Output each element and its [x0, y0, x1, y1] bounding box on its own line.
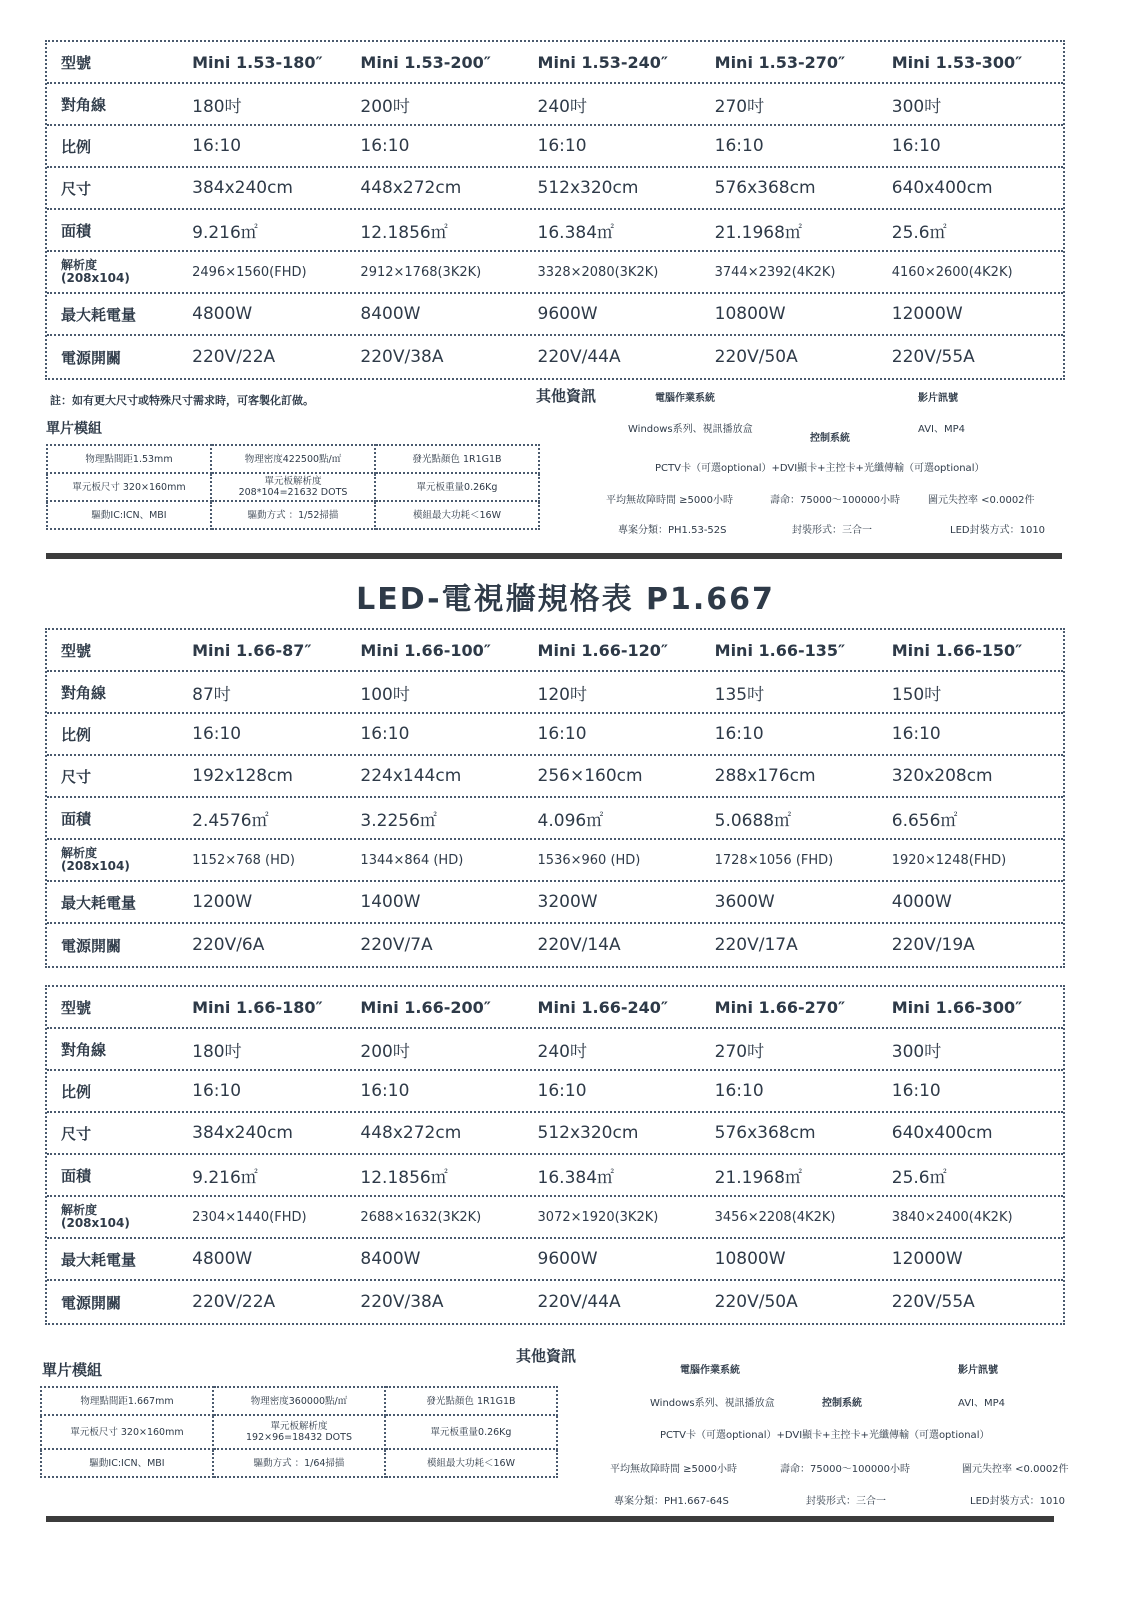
spec-cell: 2304×1440(FHD) [192, 1209, 307, 1225]
spec-cell: 16:10 [714, 724, 764, 744]
spec-row [47, 168, 1063, 210]
category-value: 專案分類：PH1.667-64S [614, 1496, 729, 1507]
spec-row-label: 型號 [61, 998, 92, 1017]
custom-size-note: 註：如有更大尺寸或特殊尺寸需求時，可客製化訂做。 [50, 394, 314, 407]
os-label: 電腦作業系統 [680, 1365, 740, 1376]
spec-cell: 21.1968㎡ [714, 1167, 802, 1188]
spec-row [47, 672, 1063, 714]
spec-cell: 200吋 [360, 96, 410, 117]
unit-board-resolution: 單元板解析度 208*104=21632 DOTS [211, 473, 375, 501]
module-spec-table [46, 444, 540, 530]
spec-cell: 4800W [192, 1249, 253, 1269]
spec-row [47, 210, 1063, 252]
spec-cell: 3200W [537, 892, 598, 912]
spec-row [47, 1071, 1063, 1113]
spec-table-p153 [45, 40, 1065, 380]
spec-table-p1667-small [45, 628, 1065, 968]
spec-cell: 640x400cm [891, 178, 993, 198]
spec-cell: Mini 1.66-200″ [360, 997, 491, 1017]
spec-row-label: 比例 [61, 725, 92, 744]
spec-cell: 4000W [891, 892, 952, 912]
spec-row [47, 756, 1063, 798]
spec-row-label: 尺寸 [61, 179, 92, 198]
spec-cell: 192x128cm [192, 766, 293, 786]
divider-bar [46, 1516, 1054, 1522]
spec-cell: 256×160cm [537, 766, 643, 786]
spec-cell: 240吋 [537, 1041, 587, 1062]
pixel-density: 物理密度422500點/㎡ [211, 445, 375, 473]
spec-cell: 16:10 [714, 136, 764, 156]
life-value: 壽命：75000～100000小時 [780, 1464, 910, 1475]
spec-cell: 8400W [360, 304, 421, 324]
spec-cell: 3072×1920(3K2K) [537, 1209, 659, 1225]
spec-cell: Mini 1.53-240″ [537, 52, 669, 72]
spec-row [47, 252, 1063, 294]
spec-cell: Mini 1.66-300″ [891, 997, 1023, 1017]
spec-cell: 21.1968㎡ [714, 222, 802, 243]
spec-row-label: 對角線 [61, 683, 107, 702]
package-value: 封裝形式：三合一 [792, 525, 872, 536]
spec-row [47, 1281, 1063, 1323]
spec-cell: 270吋 [714, 1041, 765, 1062]
led-color: 發光點顏色 1R1G1B [375, 445, 539, 473]
spec-cell: 16:10 [714, 1081, 764, 1101]
spec-cell: 16:10 [192, 724, 242, 744]
video-signal-label: 影片訊號 [958, 1365, 998, 1376]
spec-cell: 288x176cm [714, 766, 816, 786]
led-package-value: LED封裝方式：1010 [950, 525, 1046, 536]
spec-row-label: 尺寸 [61, 1124, 92, 1143]
spec-cell: 220V/22A [192, 347, 276, 367]
page-title: LED-電視牆規格表 P1.667 [356, 582, 775, 617]
spec-cell: 16:10 [192, 1081, 242, 1101]
spec-cell: 4800W [192, 304, 253, 324]
package-value: 封裝形式：三合一 [806, 1496, 886, 1507]
spec-row [47, 798, 1063, 840]
spec-cell: 448x272cm [360, 178, 462, 198]
spec-cell: 220V/55A [891, 347, 975, 367]
spec-cell: 16:10 [891, 136, 941, 156]
module-max-power: 模組最大功耗＜16W [375, 501, 539, 529]
spec-cell: 2496×1560(FHD) [192, 264, 307, 280]
spec-row [47, 1239, 1063, 1281]
spec-cell: 87吋 [192, 684, 231, 705]
spec-row-label: 型號 [61, 641, 92, 660]
spec-row [47, 882, 1063, 924]
spec-cell: 2688×1632(3K2K) [360, 1209, 482, 1225]
spec-row [47, 840, 1063, 882]
spec-cell: 3600W [714, 892, 775, 912]
spec-cell: 2.4576㎡ [192, 810, 269, 831]
spec-row-label: 尺寸 [61, 767, 92, 786]
spec-cell: 180吋 [192, 1041, 242, 1062]
spec-cell: 448x272cm [360, 1123, 462, 1143]
spec-cell: 12000W [891, 304, 963, 324]
spec-cell: 220V/50A [714, 1292, 798, 1312]
spec-cell: 200吋 [360, 1041, 410, 1062]
windows-value: Windows系列、視訊播放盒 [628, 424, 753, 435]
spec-cell: 1200W [192, 892, 253, 912]
spec-cell: Mini 1.66-180″ [192, 997, 323, 1017]
spec-row-label: 對角線 [61, 95, 107, 114]
spec-cell: 300吋 [891, 96, 942, 117]
control-system-label: 控制系統 [822, 1398, 862, 1409]
module-spec-table [40, 1386, 558, 1478]
pixel-loss-value: 圖元失控率 <0.0002件 [962, 1464, 1069, 1475]
spec-row-label: 最大耗電量 [61, 305, 137, 324]
spec-row [47, 1029, 1063, 1071]
unit-board-weight: 單元板重量0.26Kg [375, 473, 539, 501]
spec-row-label: 面積 [61, 809, 92, 828]
pixel-density: 物理密度360000點/㎡ [213, 1387, 385, 1415]
other-info-heading: 其他資訊 [516, 1347, 577, 1365]
spec-cell: 220V/50A [714, 347, 798, 367]
spec-cell: 220V/38A [360, 1292, 444, 1312]
spec-cell: 135吋 [714, 684, 765, 705]
led-package-value: LED封裝方式：1010 [970, 1496, 1066, 1507]
spec-cell: 220V/55A [891, 1292, 975, 1312]
spec-cell: Mini 1.66-87″ [192, 640, 312, 660]
spec-row [47, 1113, 1063, 1155]
spec-cell: 3328×2080(3K2K) [537, 264, 659, 280]
spec-cell: 220V/7A [360, 935, 433, 955]
spec-cell: Mini 1.66-100″ [360, 640, 491, 660]
unit-board-resolution: 單元板解析度 192×96=18432 DOTS [213, 1415, 385, 1449]
spec-cell: 16:10 [891, 1081, 941, 1101]
spec-row-label: 面積 [61, 221, 92, 240]
pixel-loss-value: 圖元失控率 <0.0002件 [928, 495, 1035, 506]
spec-cell: 16:10 [537, 1081, 587, 1101]
spec-cell: 10800W [714, 304, 786, 324]
spec-cell: 220V/19A [891, 935, 975, 955]
spec-cell: 10800W [714, 1249, 786, 1269]
spec-cell: 5.0688㎡ [714, 810, 792, 831]
spec-table-p1667-large [45, 985, 1065, 1325]
spec-cell: 220V/14A [537, 935, 621, 955]
spec-cell: 9.216㎡ [192, 1167, 258, 1188]
spec-cell: 384x240cm [192, 1123, 293, 1143]
mtbf-value: 平均無故障時間 ≥5000小時 [606, 495, 734, 506]
spec-cell: 16:10 [192, 136, 242, 156]
spec-cell: 12.1856㎡ [360, 1167, 448, 1188]
spec-row-label: 解析度 (208x104) [61, 846, 130, 873]
drive-mode: 驅動方式 ：1/64掃描 [213, 1449, 385, 1477]
spec-cell: 220V/6A [192, 935, 265, 955]
other-info-heading: 其他資訊 [536, 387, 597, 405]
spec-cell: 16.384㎡ [537, 222, 615, 243]
spec-cell: 320x208cm [891, 766, 993, 786]
mtbf-value: 平均無故障時間 ≥5000小時 [610, 1464, 738, 1475]
spec-cell: 180吋 [192, 96, 242, 117]
pctv-value: PCTV卡（可選optional）+DVI顯卡+主控卡+光纖傳輸（可選optional） [660, 1430, 990, 1441]
spec-cell: 220V/22A [192, 1292, 276, 1312]
spec-row-label: 對角線 [61, 1040, 107, 1059]
spec-cell: 16.384㎡ [537, 1167, 615, 1188]
spec-cell: 16:10 [891, 724, 941, 744]
drive-mode: 驅動方式 ：1/52掃描 [211, 501, 375, 529]
pctv-value: PCTV卡（可選optional）+DVI顯卡+主控卡+光纖傳輸（可選optional） [655, 463, 985, 474]
spec-cell: 25.6㎡ [891, 1167, 947, 1188]
spec-cell: Mini 1.66-120″ [537, 640, 669, 660]
led-color: 發光點顏色 1R1G1B [385, 1387, 557, 1415]
spec-cell: 12.1856㎡ [360, 222, 448, 243]
category-value: 專案分類：PH1.53-52S [618, 525, 727, 536]
spec-cell: 25.6㎡ [891, 222, 947, 243]
spec-row-label: 解析度 (208x104) [61, 258, 130, 285]
spec-row [47, 924, 1063, 966]
pixel-pitch: 物理點間距1.53mm [47, 445, 211, 473]
spec-cell: Mini 1.66-135″ [714, 640, 846, 660]
spec-cell: 12000W [891, 1249, 963, 1269]
spec-row-label: 比例 [61, 137, 92, 156]
spec-cell: 16:10 [360, 136, 410, 156]
spec-cell: 220V/38A [360, 347, 444, 367]
spec-cell: 1152×768 (HD) [192, 852, 295, 868]
spec-row [47, 987, 1063, 1029]
spec-cell: 6.656㎡ [891, 810, 958, 831]
spec-row [47, 336, 1063, 378]
module-max-power: 模組最大功耗＜16W [385, 1449, 557, 1477]
video-signal-label: 影片訊號 [918, 393, 958, 404]
windows-value: Windows系列、視訊播放盒 [650, 1398, 775, 1409]
spec-cell: 9.216㎡ [192, 222, 258, 243]
spec-cell: 576x368cm [714, 1123, 816, 1143]
spec-row-label: 比例 [61, 1082, 92, 1101]
control-system-label: 控制系統 [810, 433, 850, 444]
spec-cell: Mini 1.53-180″ [192, 52, 323, 72]
spec-row [47, 714, 1063, 756]
spec-cell: 1920×1248(FHD) [891, 852, 1007, 868]
spec-cell: 1728×1056 (FHD) [714, 852, 834, 868]
spec-row-label: 最大耗電量 [61, 893, 137, 912]
spec-row [47, 1155, 1063, 1197]
spec-cell: 240吋 [537, 96, 587, 117]
spec-cell: 100吋 [360, 684, 410, 705]
spec-cell: 1400W [360, 892, 421, 912]
spec-cell: 3840×2400(4K2K) [891, 1209, 1013, 1225]
os-label: 電腦作業系統 [655, 393, 715, 404]
module-heading: 單片模組 [42, 1361, 103, 1379]
spec-row [47, 42, 1063, 84]
pixel-pitch: 物理點間距1.667mm [41, 1387, 213, 1415]
spec-cell: 120吋 [537, 684, 587, 705]
spec-row [47, 1197, 1063, 1239]
spec-row-label: 電源開關 [61, 936, 122, 955]
spec-cell: Mini 1.53-270″ [714, 52, 846, 72]
spec-row-label: 解析度 (208x104) [61, 1203, 130, 1230]
spec-cell: 150吋 [891, 684, 942, 705]
spec-row-label: 電源開關 [61, 1293, 122, 1312]
spec-cell: Mini 1.66-150″ [891, 640, 1023, 660]
spec-cell: 9600W [537, 304, 598, 324]
spec-cell: 220V/17A [714, 935, 798, 955]
spec-row [47, 294, 1063, 336]
spec-cell: 220V/44A [537, 347, 621, 367]
driver-ic: 驅動IC:ICN、MBI [41, 1449, 213, 1477]
unit-board-size: 單元板尺寸 320×160mm [47, 473, 211, 501]
spec-cell: 220V/44A [537, 1292, 621, 1312]
spec-cell: Mini 1.66-240″ [537, 997, 669, 1017]
spec-row [47, 630, 1063, 672]
video-signal-value: AVI、MP4 [958, 1398, 1006, 1409]
spec-cell: 512x320cm [537, 1123, 639, 1143]
unit-board-size: 單元板尺寸 320×160mm [41, 1415, 213, 1449]
spec-cell: 640x400cm [891, 1123, 993, 1143]
spec-cell: Mini 1.66-270″ [714, 997, 846, 1017]
life-value: 壽命：75000～100000小時 [770, 495, 900, 506]
spec-cell: 3456×2208(4K2K) [714, 1209, 836, 1225]
divider-bar [46, 553, 1062, 559]
spec-cell: 16:10 [360, 724, 410, 744]
driver-ic: 驅動IC:ICN、MBI [47, 501, 211, 529]
spec-row-label: 面積 [61, 1166, 92, 1185]
spec-cell: 384x240cm [192, 178, 293, 198]
spec-cell: 16:10 [537, 724, 587, 744]
spec-cell: 4.096㎡ [537, 810, 604, 831]
spec-cell: 3.2256㎡ [360, 810, 437, 831]
spec-cell: 576x368cm [714, 178, 816, 198]
spec-row-label: 最大耗電量 [61, 1250, 137, 1269]
spec-cell: 1344×864 (HD) [360, 852, 464, 868]
spec-cell: 300吋 [891, 1041, 942, 1062]
spec-cell: Mini 1.53-200″ [360, 52, 491, 72]
spec-row [47, 126, 1063, 168]
spec-cell: 270吋 [714, 96, 765, 117]
spec-cell: 4160×2600(4K2K) [891, 264, 1013, 280]
spec-cell: 3744×2392(4K2K) [714, 264, 836, 280]
spec-cell: 1536×960 (HD) [537, 852, 641, 868]
spec-cell: 16:10 [537, 136, 587, 156]
spec-cell: 512x320cm [537, 178, 639, 198]
spec-cell: 224x144cm [360, 766, 462, 786]
video-signal-value: AVI、MP4 [918, 424, 966, 435]
spec-cell: 2912×1768(3K2K) [360, 264, 482, 280]
spec-row [47, 84, 1063, 126]
spec-row-label: 型號 [61, 53, 92, 72]
spec-cell: 16:10 [360, 1081, 410, 1101]
spec-cell: 8400W [360, 1249, 421, 1269]
spec-cell: Mini 1.53-300″ [891, 52, 1023, 72]
module-heading: 單片模組 [46, 421, 102, 437]
unit-board-weight: 單元板重量0.26Kg [385, 1415, 557, 1449]
spec-cell: 9600W [537, 1249, 598, 1269]
spec-row-label: 電源開關 [61, 348, 122, 367]
